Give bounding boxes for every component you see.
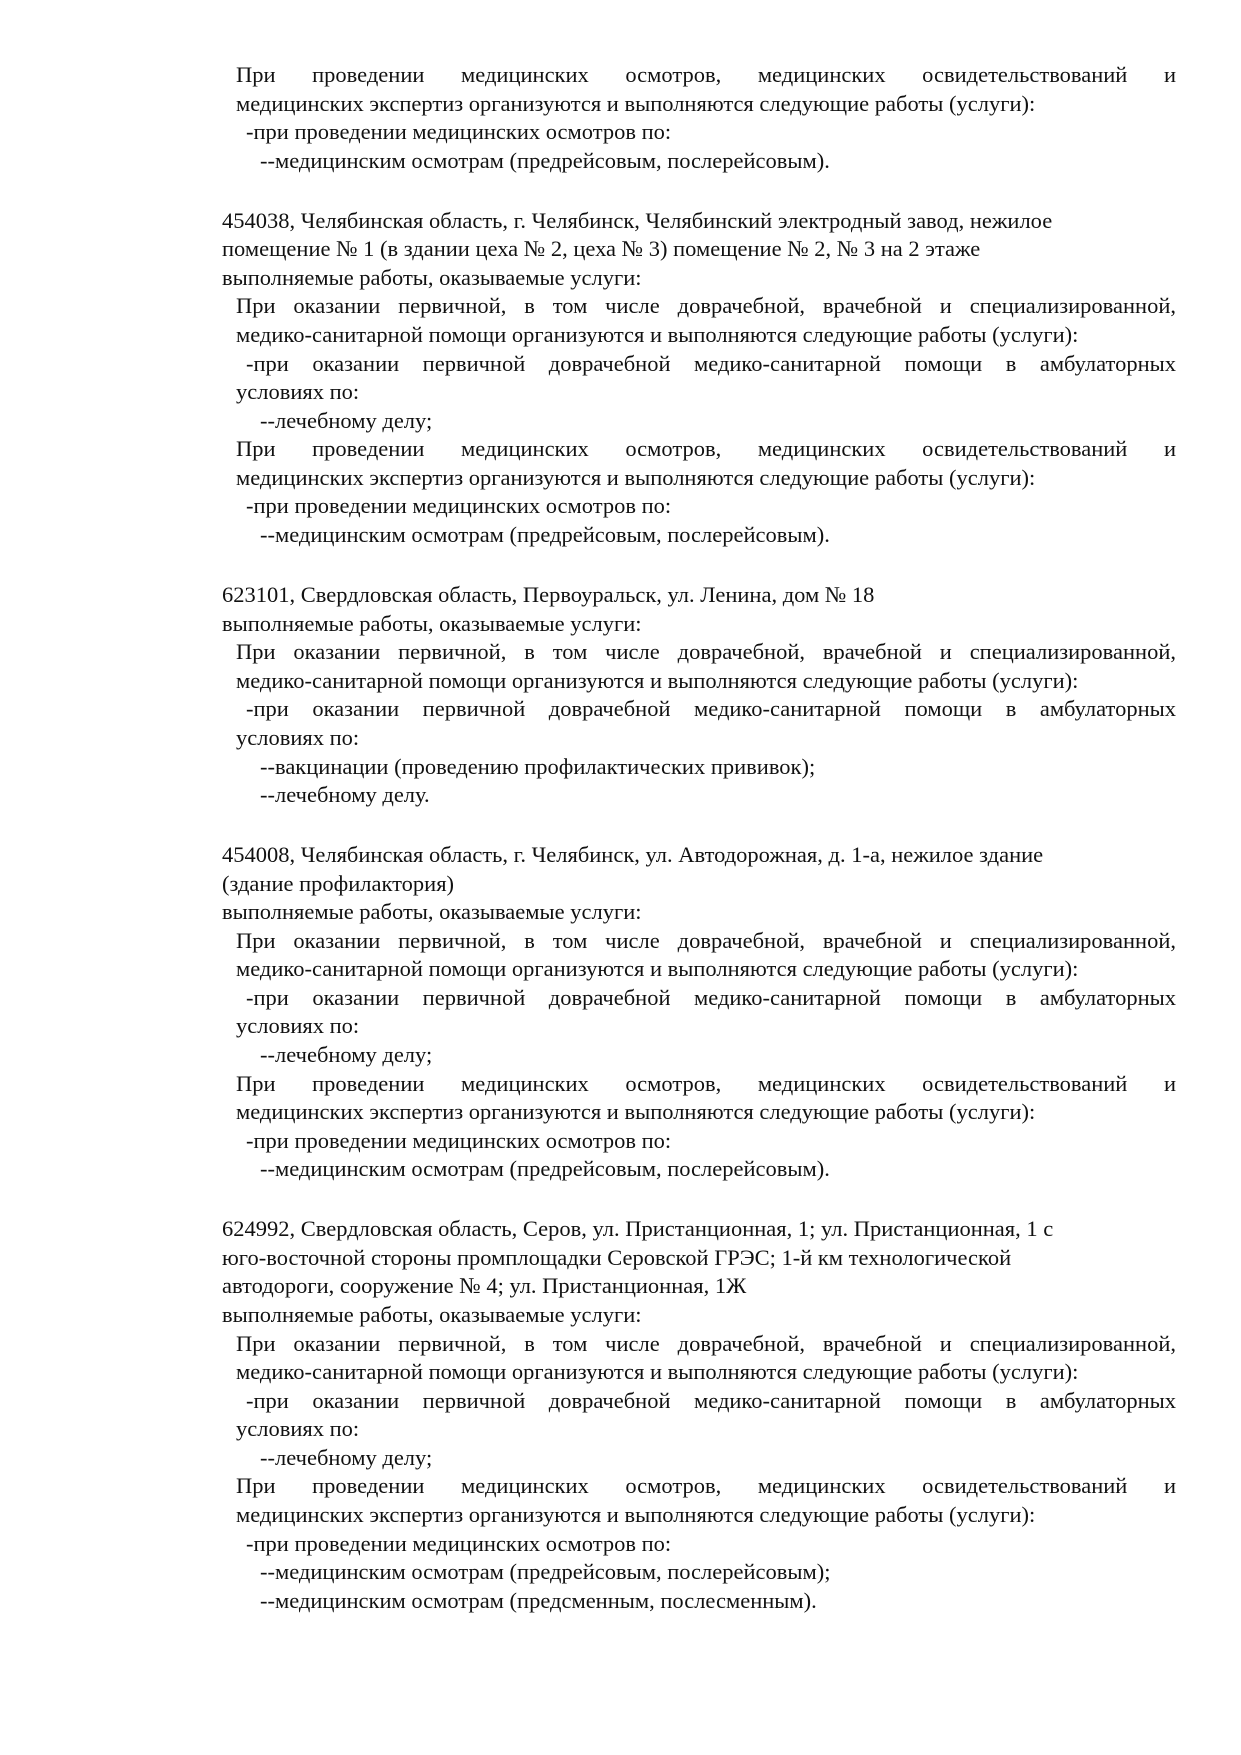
address-line: 624992, Свердловская область, Серов, ул. Пристанционная, 1; ул. Пристанционная, 1 с xyxy=(222,1216,1054,1241)
section-label: выполняемые работы, оказываемые услуги: xyxy=(222,611,642,636)
address-line: 454038, Челябинская область, г. Челябинск, Челябинский электродный завод, нежилое xyxy=(222,208,1053,233)
paragraph-line: При проведении медицинских осмотров, медицинских освидетельствований и xyxy=(236,1473,1176,1498)
address-line: помещение № 1 (в здании цеха № 2, цеха № 3) помещение № 2, № 3 на 2 этаже xyxy=(222,236,981,261)
paragraph-line: -при оказании первичной доврачебной медико-санитарной помощи в амбулаторных xyxy=(246,351,1176,376)
paragraph-line: --медицинским осмотрам (предрейсовым, послерейсовым). xyxy=(260,148,830,173)
paragraph-line: При проведении медицинских осмотров, медицинских освидетельствований и xyxy=(236,436,1176,461)
paragraph-line: При оказании первичной, в том числе доврачебной, врачебной и специализированной, xyxy=(236,293,1176,318)
address-line: юго-восточной стороны промплощадки Серовской ГРЭС; 1-й км технологической xyxy=(222,1245,1012,1270)
paragraph-line: медико-санитарной помощи организуются и выполняются следующие работы (услуги): xyxy=(236,322,1079,347)
paragraph-line: медицинских экспертиз организуются и выполняются следующие работы (услуги): xyxy=(236,91,1036,116)
paragraph-line: -при оказании первичной доврачебной медико-санитарной помощи в амбулаторных xyxy=(246,696,1176,721)
list-item: --вакцинации (проведению профилактических прививок); xyxy=(260,754,816,779)
paragraph-line: -при проведении медицинских осмотров по: xyxy=(246,119,672,144)
paragraph-line: медико-санитарной помощи организуются и выполняются следующие работы (услуги): xyxy=(236,956,1079,981)
list-item: --лечебному делу; xyxy=(260,408,433,433)
paragraph-line: При проведении медицинских осмотров, медицинских освидетельствований и xyxy=(236,62,1176,87)
paragraph-line: условиях по: xyxy=(236,725,360,750)
address-line: 623101, Свердловская область, Первоуральск, ул. Ленина, дом № 18 xyxy=(222,582,875,607)
section-label: выполняемые работы, оказываемые услуги: xyxy=(222,1302,642,1327)
address-line: (здание профилактория) xyxy=(222,871,455,896)
list-item: --медицинским осмотрам (предрейсовым, послерейсовым). xyxy=(260,522,830,547)
paragraph-line: При оказании первичной, в том числе доврачебной, врачебной и специализированной, xyxy=(236,1331,1176,1356)
paragraph-line: При оказании первичной, в том числе доврачебной, врачебной и специализированной, xyxy=(236,928,1176,953)
address-line: автодороги, сооружение № 4; ул. Пристанционная, 1Ж xyxy=(222,1273,747,1298)
paragraph-line: медико-санитарной помощи организуются и выполняются следующие работы (услуги): xyxy=(236,668,1079,693)
paragraph-line: медицинских экспертиз организуются и выполняются следующие работы (услуги): xyxy=(236,1099,1036,1124)
paragraph-line: При оказании первичной, в том числе доврачебной, врачебной и специализированной, xyxy=(236,639,1176,664)
paragraph-line: -при проведении медицинских осмотров по: xyxy=(246,1531,672,1556)
section-label: выполняемые работы, оказываемые услуги: xyxy=(222,265,642,290)
address-line: 454008, Челябинская область, г. Челябинск, ул. Автодорожная, д. 1-а, нежилое здание xyxy=(222,842,1044,867)
list-item: --лечебному делу. xyxy=(260,782,430,807)
paragraph-line: -при проведении медицинских осмотров по: xyxy=(246,1128,672,1153)
list-item: --медицинским осмотрам (предсменным, послесменным). xyxy=(260,1588,817,1613)
paragraph-line: При проведении медицинских осмотров, медицинских освидетельствований и xyxy=(236,1071,1176,1096)
paragraph-line: медицинских экспертиз организуются и выполняются следующие работы (услуги): xyxy=(236,1502,1036,1527)
paragraph-line: медико-санитарной помощи организуются и выполняются следующие работы (услуги): xyxy=(236,1359,1079,1384)
list-item: --медицинским осмотрам (предрейсовым, послерейсовым); xyxy=(260,1559,831,1584)
paragraph-line: -при оказании первичной доврачебной медико-санитарной помощи в амбулаторных xyxy=(246,1388,1176,1413)
paragraph-line: условиях по: xyxy=(236,379,360,404)
list-item: --медицинским осмотрам (предрейсовым, послерейсовым). xyxy=(260,1156,830,1181)
section-label: выполняемые работы, оказываемые услуги: xyxy=(222,899,642,924)
list-item: --лечебному делу; xyxy=(260,1042,433,1067)
paragraph-line: условиях по: xyxy=(236,1416,360,1441)
paragraph-line: медицинских экспертиз организуются и выполняются следующие работы (услуги): xyxy=(236,465,1036,490)
list-item: --лечебному делу; xyxy=(260,1445,433,1470)
paragraph-line: -при проведении медицинских осмотров по: xyxy=(246,493,672,518)
paragraph-line: -при оказании первичной доврачебной медико-санитарной помощи в амбулаторных xyxy=(246,985,1176,1010)
paragraph-line: условиях по: xyxy=(236,1013,360,1038)
